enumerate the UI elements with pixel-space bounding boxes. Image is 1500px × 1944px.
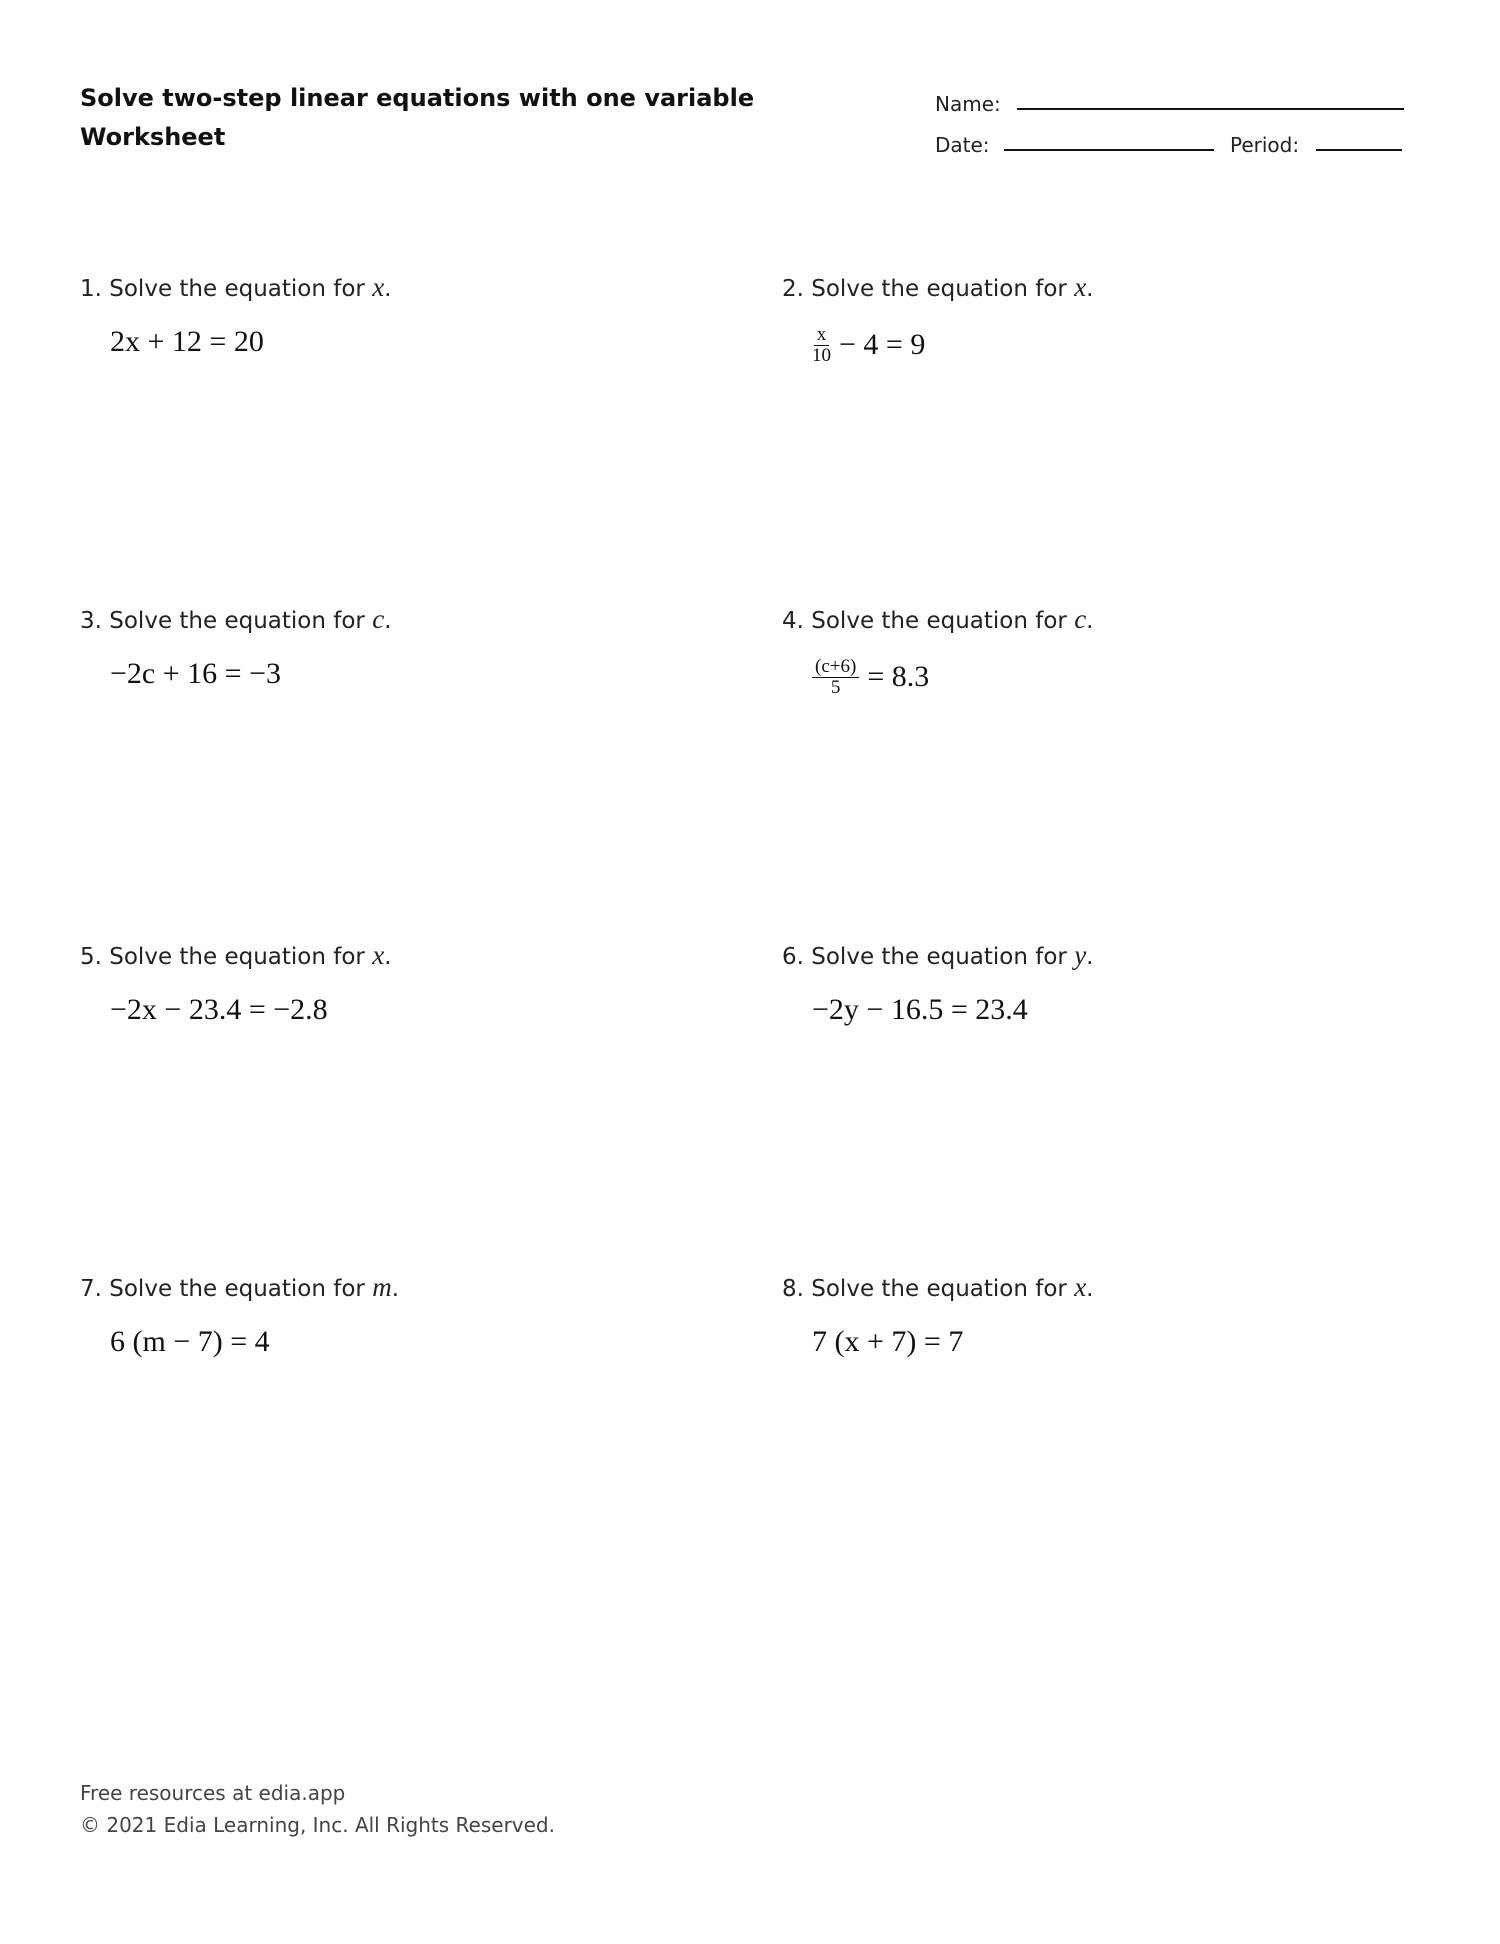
- prompt-text: Solve the equation for: [109, 1276, 365, 1302]
- problem-5: [80, 940, 680, 1027]
- equation-text: −2y − 16.5 = 23.4: [812, 993, 1028, 1026]
- equation: [110, 325, 680, 359]
- footer-resources: Free resources at edia.app: [80, 1781, 346, 1805]
- prompt-text: Solve the equation for: [811, 944, 1067, 970]
- problem-1: [80, 272, 680, 359]
- equation-text: − 4 = 9: [839, 328, 926, 362]
- fraction-denominator: 5: [830, 676, 841, 698]
- prompt-text: Solve the equation for: [811, 276, 1067, 302]
- prompt-text: Solve the equation for: [109, 276, 365, 302]
- problem-3: [80, 604, 680, 691]
- prompt-text: Solve the equation for: [109, 944, 365, 970]
- equation-text: 7 (x + 7) = 7: [812, 1325, 964, 1358]
- variable: x: [372, 940, 385, 970]
- problem-number: 1.: [80, 276, 102, 302]
- equation: [110, 993, 680, 1027]
- problem-8: [782, 1272, 1382, 1359]
- problem-number: 5.: [80, 944, 102, 970]
- fraction-denominator: 10: [812, 344, 831, 366]
- problem-number: 6.: [782, 944, 804, 970]
- problem-number: 8.: [782, 1276, 804, 1302]
- variable: x: [1074, 272, 1087, 302]
- equation-text: 6 (m − 7) = 4: [110, 1325, 270, 1358]
- date-label: Date:: [935, 133, 990, 157]
- prompt-text: Solve the equation for: [109, 608, 365, 634]
- worksheet-title: Solve two-step linear equations with one variable: [80, 84, 755, 112]
- problem-number: 3.: [80, 608, 102, 634]
- prompt-text: Solve the equation for: [811, 1276, 1067, 1302]
- problem-number: 7.: [80, 1276, 102, 1302]
- variable: c: [1074, 604, 1087, 634]
- problem-number: 2.: [782, 276, 804, 302]
- variable: c: [372, 604, 385, 634]
- problem-6: [782, 940, 1382, 1027]
- date-field[interactable]: [1004, 149, 1214, 151]
- equation: [812, 657, 1382, 698]
- equation-text: −2c + 16 = −3: [110, 657, 281, 690]
- name-field[interactable]: [1017, 108, 1404, 110]
- equation: [110, 1325, 680, 1359]
- footer-copyright: © 2021 Edia Learning, Inc. All Rights Reserved.: [80, 1813, 555, 1837]
- equation: [812, 993, 1382, 1027]
- problem-prompt: 4. Solve the equation for c.: [782, 604, 1094, 634]
- variable: m: [372, 1272, 392, 1302]
- problem-2: [782, 272, 1382, 366]
- fraction: [812, 325, 831, 366]
- equation: [812, 1325, 1382, 1359]
- fraction-numerator: (c+6): [812, 657, 859, 678]
- problem-prompt: 1. Solve the equation for x.: [80, 272, 392, 302]
- worksheet-subtitle: Worksheet: [80, 123, 226, 151]
- variable: y: [1074, 940, 1087, 970]
- fraction: [812, 657, 859, 698]
- problem-prompt: 8. Solve the equation for x.: [782, 1272, 1094, 1302]
- prompt-text: Solve the equation for: [811, 608, 1067, 634]
- period-field[interactable]: [1316, 149, 1402, 151]
- equation: [812, 325, 1382, 366]
- problem-number: 4.: [782, 608, 804, 634]
- name-label: Name:: [935, 92, 1001, 116]
- fraction-numerator: x: [814, 325, 830, 346]
- problem-prompt: 2. Solve the equation for x.: [782, 272, 1094, 302]
- equation-text: −2x − 23.4 = −2.8: [110, 993, 328, 1026]
- problem-prompt: 7. Solve the equation for m.: [80, 1272, 399, 1302]
- problem-prompt: 3. Solve the equation for c.: [80, 604, 392, 634]
- equation-text: = 8.3: [867, 660, 930, 694]
- equation: [110, 657, 680, 691]
- variable: x: [1074, 1272, 1087, 1302]
- equation-text: 2x + 12 = 20: [110, 325, 264, 358]
- problem-4: [782, 604, 1382, 698]
- period-label: Period:: [1230, 133, 1300, 157]
- variable: x: [372, 272, 385, 302]
- problem-prompt: 6. Solve the equation for y.: [782, 940, 1094, 970]
- problem-7: [80, 1272, 680, 1359]
- problem-prompt: 5. Solve the equation for x.: [80, 940, 392, 970]
